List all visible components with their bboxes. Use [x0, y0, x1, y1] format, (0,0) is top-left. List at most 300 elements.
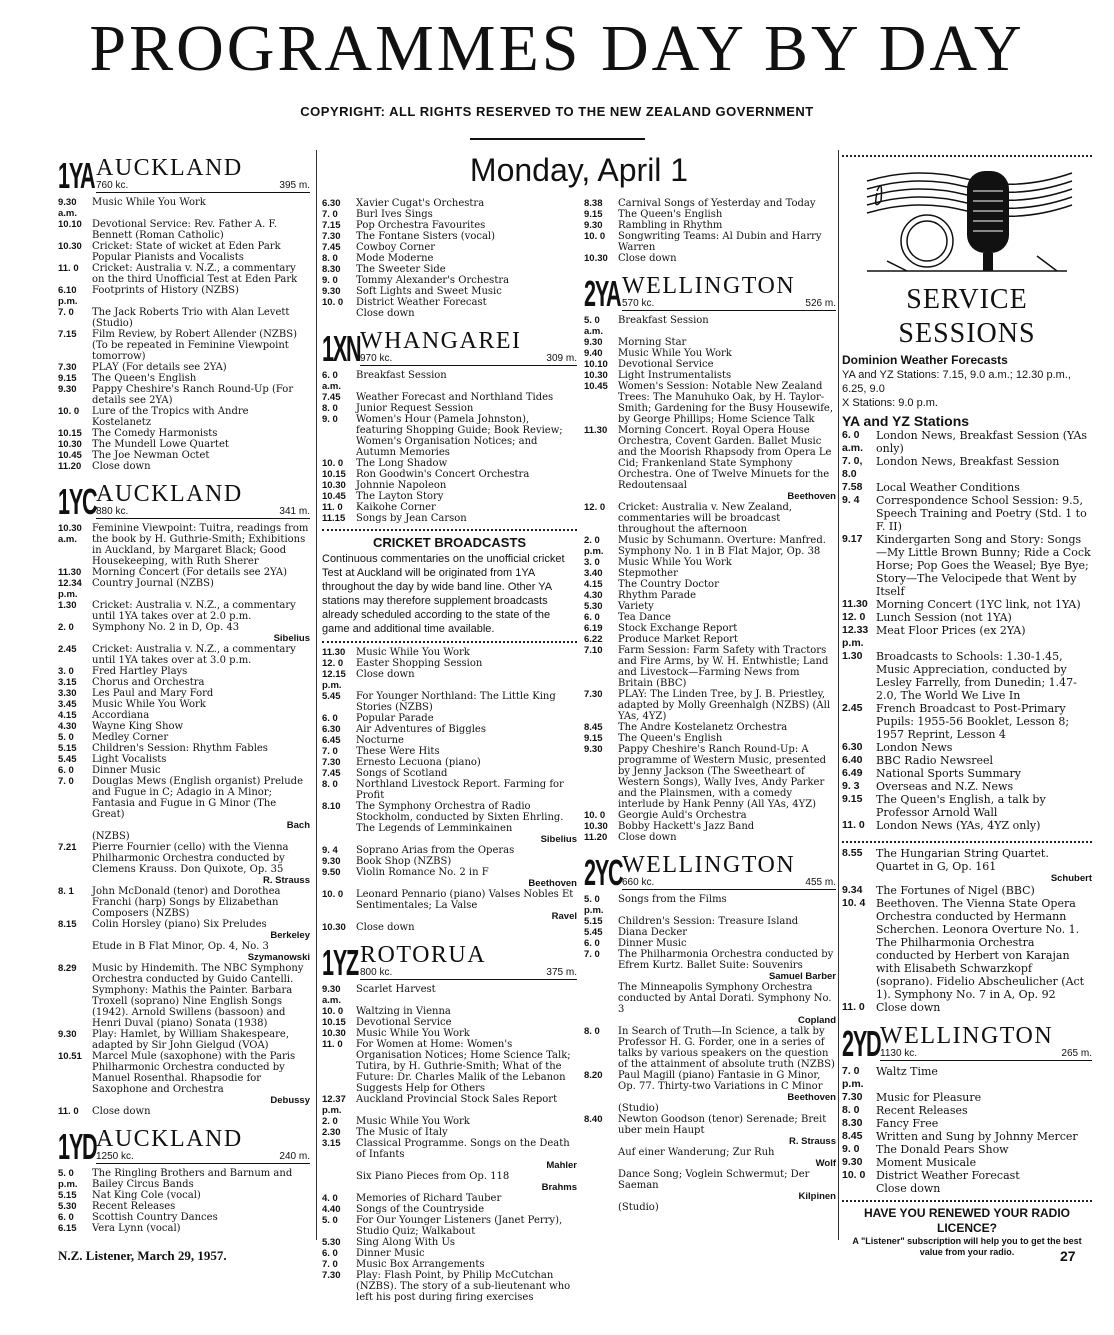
program-time: 5.15 [584, 916, 603, 927]
program-entry [584, 209, 836, 220]
program-title: The Queen's English [618, 733, 723, 744]
program-entry [58, 765, 310, 776]
program-title: PLAY: The Linden Tree, by J. B. Priestley, adapted by Molly Greenhalgh (NZBS) (All YAs, 4YZ) [618, 689, 831, 722]
program-title: Tea Dance [618, 612, 671, 623]
program-time: 9.34 [842, 884, 863, 896]
program-time: 11.30 [584, 425, 608, 436]
program-entry [584, 253, 836, 264]
program-entry [584, 557, 836, 568]
program-entry [322, 801, 577, 834]
program-entry [584, 579, 836, 590]
program-title: (NZBS) [92, 831, 130, 842]
program-title: The Donald Pears Show [876, 1143, 1009, 1156]
program-title: Music While You Work [356, 1116, 470, 1127]
program-title: Air Adventures of Biggles [356, 724, 486, 735]
program-time: 10.30 [322, 480, 346, 491]
program-entry [842, 1156, 1092, 1169]
program-title: Douglas Mews (English organist) Prelude and Fugue in C; Adagio in A Minor; Fantasia and Fugue in G Minor (The Great) [92, 776, 303, 820]
program-title: Classical Programme. Songs on the Death of Infants [356, 1138, 570, 1160]
program-time: 9.30 [58, 384, 77, 395]
program-entry [584, 1070, 836, 1092]
program-time: 2.30 [322, 1127, 341, 1138]
frequency: 800 kc. [360, 967, 393, 978]
program-title: For Our Younger Listeners (Janet Perry), Studio Quiz; Walkabout [356, 1215, 563, 1237]
program-title: Songs of the Countryside [356, 1204, 485, 1215]
program-entry [58, 362, 310, 373]
program-title: The Country Doctor [618, 579, 719, 590]
program-time: 8.55 [842, 847, 863, 859]
program-title: These Were Hits [356, 746, 440, 757]
program-title: Cricket: Australia v. N.Z., a commentary until 1YA takes over at 2.0 p.m. [92, 600, 296, 622]
program-title: Fancy Free [876, 1117, 939, 1130]
program-entry [584, 733, 836, 744]
composer: Sibelius [273, 633, 310, 644]
program-title: Etude in B Flat Minor, Op. 4, No. 3 [92, 941, 269, 952]
program-time [584, 982, 618, 1015]
program-title: Close down [618, 253, 677, 264]
program-entry [584, 1147, 836, 1158]
program-title: Stepmother [618, 568, 678, 579]
program-time: 7. 0 p.m. [842, 1065, 864, 1090]
program-time: 8.10 [322, 801, 341, 812]
station-header-2yd [842, 1023, 1092, 1064]
program-entry [322, 1259, 577, 1270]
program-entry [842, 884, 1092, 897]
program-time: 9.30 a.m. [58, 197, 78, 219]
program-title: Dance Song; Voglein Schwermut; Der Saeman [618, 1169, 810, 1191]
program-entry [322, 1215, 577, 1237]
program-entry [842, 455, 1092, 481]
program-entry [322, 275, 577, 286]
program-time: 10.10 [58, 219, 82, 230]
program-time: 7. 0 [322, 209, 338, 220]
program-time: 2.45 [58, 644, 77, 655]
program-entry [584, 810, 836, 821]
program-entry [322, 889, 577, 911]
section-heading: YA and YZ Stations [842, 413, 970, 429]
program-entry [58, 307, 310, 329]
program-time: 7.30 [322, 231, 341, 242]
program-title: Morning Concert. Royal Opera House Orchestra, Covent Garden. Ballet Music and the Moorish Rhapsody from Opera Le Cid; Frankenland State Symphony Orchestra. One of Twelve Minuets for the Redoutensaal [618, 425, 832, 491]
program-time: 6.22 [584, 634, 603, 645]
program-title: Cricket: Australia v. N.Z., a commentary on the third Unofficial Test at Eden Park [92, 263, 298, 285]
program-title: Breakfast Session [618, 315, 709, 326]
program-title: Music While You Work [92, 197, 206, 208]
schedule-1ya [58, 197, 310, 472]
composer: Sibelius [540, 834, 577, 845]
program-entry [322, 198, 577, 209]
program-entry [322, 658, 577, 669]
program-title: Morning Concert (1YC link, not 1YA) [876, 598, 1081, 611]
masthead: PROGRAMMES DAY BY DAY [89, 12, 1025, 85]
divider [842, 1197, 1092, 1202]
program-title: National Sports Summary [876, 767, 1021, 780]
station-header-1xn [322, 328, 577, 369]
program-title: The Symphony Orchestra of Radio Stockholm, conducted by Sixten Ehrling. The Legends of Lemminkainen [356, 801, 564, 834]
program-time: 10.10 [584, 359, 608, 370]
program-title: Overseas and N.Z. News [876, 780, 1014, 793]
program-title: Music by Hindemith. The NBC Symphony Orchestra conducted by Guido Cantelli. Symphony: Mathis the Painter. Barbara Troxell (soprano) Nine English Songs (1942). Arnold Swillens (bassoon) and Henri Duval (piano) Sonata (1938) [92, 963, 304, 1029]
program-time: 12. 0 [322, 658, 344, 669]
program-entry [584, 601, 836, 612]
program-time: 7. 0, 8.0 [842, 455, 863, 480]
program-time: 8.30 [842, 1117, 863, 1129]
program-title: Johnnie Napoleon [356, 480, 447, 491]
program-time: 10. 0 [322, 297, 344, 308]
program-entry [584, 612, 836, 623]
program-entry [584, 645, 836, 689]
program-title: Songwriting Teams: Al Dubin and Harry Warren [618, 231, 822, 253]
program-entry [584, 231, 836, 253]
program-entry [842, 624, 1092, 650]
program-time: 8.15 [58, 919, 77, 930]
program-entry [322, 297, 577, 308]
program-time: 10. 0 [842, 1169, 866, 1181]
program-time: 5.30 [584, 601, 603, 612]
program-title: Footprints of History (NZBS) [92, 285, 239, 296]
divider [322, 526, 577, 531]
program-time: 4.30 [58, 721, 77, 732]
program-entry [842, 741, 1092, 754]
wavelength: 265 m. [1061, 1048, 1092, 1059]
program-entry [58, 439, 310, 450]
program-title: Women's Hour (Pamela Johnston), featuring Shopping Guide; Book Review; Women's Organisation Notices; and Autumn Memories [356, 414, 563, 458]
program-title: London News [876, 741, 953, 754]
program-time: 6. 0 [584, 938, 600, 949]
program-title: The Andre Kostelanetz Orchestra [618, 722, 788, 733]
column-2a [322, 198, 577, 1303]
program-entry [842, 650, 1092, 702]
program-time: 7.30 [322, 1270, 341, 1281]
program-title: Dinner Music [618, 938, 687, 949]
program-time: 10.30 [584, 821, 608, 832]
program-entry [322, 922, 577, 933]
composer: R. Strauss [789, 1136, 836, 1147]
program-time: 6. 0 [322, 713, 338, 724]
program-title: Georgie Auld's Orchestra [618, 810, 747, 821]
program-time: 2. 0 [58, 622, 74, 633]
program-entry [322, 1039, 577, 1094]
program-entry [842, 819, 1092, 832]
program-entry [58, 1190, 310, 1201]
footer-publication: N.Z. Listener, March 29, 1957. [58, 1248, 227, 1263]
program-time: 11.20 [58, 461, 82, 472]
program-entry [322, 779, 577, 801]
program-time: 4.15 [584, 579, 603, 590]
program-entry [322, 1171, 577, 1182]
program-time: 3.45 [58, 699, 77, 710]
program-title: The Queen's English [618, 209, 723, 220]
program-title: French Broadcast to Post-Primary Pupils: 1955-56 Booklet, Lesson 8; 1957 Reprint, Lesson 4 [876, 702, 1070, 741]
divider [842, 152, 1092, 157]
program-time: 12. 0 [842, 611, 866, 623]
column-3 [842, 150, 1092, 1258]
program-time: 10.30 [584, 253, 608, 264]
program-time: 11. 0 [58, 263, 79, 274]
station-name: WELLINGTON [880, 1023, 1054, 1049]
program-title: Tommy Alexander's Orchestra [356, 275, 510, 286]
program-title: Written and Sung by Johnny Mercer [876, 1130, 1078, 1143]
copyright-line: COPYRIGHT: ALL RIGHTS RESERVED TO THE NEW ZEALAND GOVERNMENT [300, 104, 814, 119]
program-time: 9.30 [58, 1029, 77, 1040]
program-entry [58, 373, 310, 384]
program-entry [584, 623, 836, 634]
program-time: 6. 0 a.m. [842, 429, 864, 454]
program-title: The Fortunes of Nigel (BBC) [876, 884, 1035, 897]
station-name: WELLINGTON [622, 273, 796, 299]
program-title: Colin Horsley (piano) Six Preludes [92, 919, 267, 930]
program-title: The Ringling Brothers and Barnum and Bailey Circus Bands [92, 1168, 293, 1190]
program-title: Light Instrumentalists [618, 370, 732, 381]
program-entry [322, 1116, 577, 1127]
station-name: AUCKLAND [96, 481, 243, 507]
program-time: 11.20 [584, 832, 608, 843]
program-time: 10.30 [322, 1028, 346, 1039]
program-time: 8.38 [584, 198, 603, 209]
program-title: Cricket: Australia v. New Zealand, commentaries will be broadcast throughout the afternoon [618, 502, 793, 535]
program-time: 9. 0 [322, 414, 338, 425]
program-entry [322, 691, 577, 713]
program-time: 8.45 [584, 722, 603, 733]
program-time: 8. 0 [322, 403, 338, 414]
program-title: Music Box Arrangements [356, 1259, 485, 1270]
program-title: Carnival Songs of Yesterday and Today [618, 198, 816, 209]
program-entry [58, 219, 310, 241]
program-entry [584, 359, 836, 370]
program-time: 9.50 [322, 867, 341, 878]
program-time: 10. 0 [58, 406, 80, 417]
wavelength: 526 m. [805, 298, 836, 309]
program-entry [584, 916, 836, 927]
program-title: Kindergarten Song and Story: Songs—My Little Brown Bunny; Ride a Cock Horse; Pop Goes the Weasel; Bye Bye; Story—The Velocipede that Went by Itself [876, 533, 1091, 598]
frequency: 970 kc. [360, 353, 393, 364]
program-title: (Studio) [618, 1103, 659, 1114]
program-entry [322, 845, 577, 856]
program-title: Beethoven. The Vienna State Opera Orchestra conducted by Hermann Scherchen. Leonora Overture No. 1. The Philharmonia Orchestra conducted by Herbert von Karajan with Elisabeth Schwarzkopf (soprano). Fidelio Abscheulicher (Act 1). Symphony No. 7 in A, Op. 92 [876, 897, 1085, 1001]
program-title: The Sweeter Side [356, 264, 446, 275]
program-title: Dinner Music [92, 765, 161, 776]
program-time: 5. 0 p.m. [584, 894, 604, 916]
column-1 [58, 150, 310, 1234]
program-entry [584, 634, 836, 645]
program-time: 10.30 [58, 241, 82, 252]
day-heading: Monday, April 1 [469, 152, 689, 188]
program-title: Medley Corner [92, 732, 169, 743]
program-time: 6.49 [842, 767, 863, 779]
program-entry [322, 242, 577, 253]
program-title: Kaikohe Corner [356, 502, 436, 513]
program-entry [58, 406, 310, 428]
program-entry [58, 241, 310, 252]
program-title: Violin Romance No. 2 in F [356, 867, 489, 878]
composer: Debussy [270, 1095, 310, 1106]
wavelength: 375 m. [546, 967, 577, 978]
program-time: 9. 0 [842, 1143, 860, 1155]
program-entry [842, 429, 1092, 455]
station-name: WELLINGTON [622, 852, 796, 878]
program-entry [322, 1017, 577, 1028]
program-time: 5. 0 a.m. [584, 315, 604, 337]
program-title: Nat King Cole (vocal) [92, 1190, 201, 1201]
program-title: Six Piano Pieces from Op. 118 [356, 1171, 510, 1182]
program-entry [842, 847, 1092, 873]
program-time: 7.45 [322, 392, 341, 403]
program-entry [58, 1106, 310, 1117]
program-time: 8. 0 [842, 1104, 860, 1116]
program-time: 10.15 [58, 428, 82, 439]
program-title: Chorus and Orchestra [92, 677, 205, 688]
program-entry [584, 894, 836, 916]
program-time: 11. 0 [322, 1039, 343, 1050]
program-title: John McDonald (tenor) and Dorothea Franchi (harp) Songs by Elizabethan Composers (NZBS) [92, 886, 281, 919]
program-entry [58, 600, 310, 622]
program-title: The Fontane Sisters (vocal) [356, 231, 496, 242]
program-title: Waltzing in Vienna [356, 1006, 451, 1017]
program-entry [322, 264, 577, 275]
program-entry [58, 1029, 310, 1051]
program-entry [842, 481, 1092, 494]
frequency: 570 kc. [622, 298, 655, 309]
program-title: Country Journal (NZBS) [92, 578, 214, 589]
program-entry [842, 793, 1092, 819]
composer: Wolf [815, 1158, 836, 1169]
program-title: Cricket: State of wicket at Eden Park [92, 241, 281, 252]
program-title: The Queen's English [92, 373, 197, 384]
wavelength: 309 m. [546, 353, 577, 364]
frequency: 660 kc. [622, 877, 655, 888]
program-entry [58, 428, 310, 439]
service-schedule [842, 429, 1092, 832]
program-time: 10.45 [584, 381, 608, 392]
program-title: Feminine Viewpoint: Tuitra, readings from the book by H. Guthrie-Smith; Exhibitions in Auckland, by Margaret Black; Good Housekeeping, with Ruth Sherer [92, 523, 309, 567]
schedule-1xn-cont [322, 647, 577, 933]
program-title: Songs from the Films [618, 894, 727, 905]
program-time: 7. 0 [584, 949, 600, 960]
program-time: 10.45 [322, 491, 346, 502]
program-entry [584, 425, 836, 491]
program-entry [322, 392, 577, 403]
program-entry [322, 713, 577, 724]
program-title: Close down [92, 461, 151, 472]
program-entry [58, 1051, 310, 1095]
program-title: Produce Market Report [618, 634, 738, 645]
callsign: 2YD [842, 1023, 881, 1064]
program-title: Fred Hartley Plays [92, 666, 188, 677]
program-title: Mode Moderne [356, 253, 434, 264]
program-time: 5.30 [58, 1201, 77, 1212]
program-title: The Layton Story [356, 491, 444, 502]
wavelength: 240 m. [279, 1151, 310, 1162]
program-title: Morning Star [618, 337, 687, 348]
program-time: 9.30 [842, 1156, 863, 1168]
program-title: Cowboy Corner [356, 242, 436, 253]
program-time [58, 831, 92, 842]
program-time: 6.45 [322, 735, 341, 746]
program-time [322, 308, 356, 319]
program-time: 2. 0 p.m. [584, 535, 604, 557]
divider [322, 638, 577, 643]
program-time: 3.30 [58, 688, 77, 699]
program-title: Recent Releases [876, 1104, 968, 1117]
renew-heading: HAVE YOU RENEWED YOUR RADIO LICENCE? [863, 1206, 1071, 1235]
program-entry [322, 768, 577, 779]
program-time: 6. 0 [58, 765, 74, 776]
program-entry [58, 461, 310, 472]
program-title: Marcel Mule (saxophone) with the Paris Philharmonic Orchestra conducted by Manuel Rosenthal. Rhapsodie for Saxophone and Orchestra [92, 1051, 296, 1095]
program-time: 10. 0 [322, 458, 344, 469]
program-time: 9.40 [584, 348, 603, 359]
program-time: 5.45 [322, 691, 341, 702]
program-time: 8.20 [584, 1070, 603, 1081]
frequency: 880 kc. [96, 506, 129, 517]
program-entry [322, 253, 577, 264]
program-time: 6.30 [842, 741, 863, 753]
program-title: Soprano Arias from the Operas [356, 845, 515, 856]
program-entry [322, 1237, 577, 1248]
program-time: 8.45 [842, 1130, 863, 1142]
program-time: 5. 0 [322, 1215, 338, 1226]
program-time [584, 1169, 618, 1191]
program-time: 6. 0 a.m. [322, 370, 342, 392]
program-time: 11.30 [322, 647, 346, 658]
program-entry [842, 1143, 1092, 1156]
program-entry [58, 578, 310, 600]
program-entry [584, 1103, 836, 1114]
program-entry [584, 689, 836, 722]
program-time: 9.30 [322, 286, 341, 297]
program-entry [584, 1169, 836, 1191]
program-title: Nocturne [356, 735, 404, 746]
program-entry [584, 832, 836, 843]
program-time: 9. 3 [842, 780, 860, 792]
cricket-text: Continuous commentaries on the unofficial cricket Test at Auckland will be originated from 1YA throughout the day by wide band line. Other YA stations may therefore supplement broadcasts already scheduled according to the state of the game and additional time available. [322, 553, 565, 635]
composer: Mahler [546, 1160, 577, 1171]
program-title: BBC Radio Newsreel [876, 754, 994, 767]
program-entry [584, 938, 836, 949]
program-time: 7.30 [322, 757, 341, 768]
program-title: Auf einer Wanderung; Zur Ruh [618, 1147, 775, 1158]
program-title: Accordiana [92, 710, 150, 721]
composer: Samuel Barber [768, 971, 836, 982]
program-title: Play: Hamlet, by William Shakespeare, adapted by Sir John Gielgud (VOA) [92, 1029, 290, 1051]
program-title: Auckland Provincial Stock Sales Report [356, 1094, 558, 1105]
program-title: Pop Orchestra Favourites [356, 220, 486, 231]
program-entry [322, 491, 577, 502]
composer: Bach [286, 820, 310, 831]
program-title: Northland Livestock Report. Farming for Profit [356, 779, 564, 801]
program-title: Light Vocalists [92, 754, 167, 765]
program-title: District Weather Forecast [876, 1169, 1020, 1182]
program-time: 8. 1 [58, 886, 74, 897]
callsign: 1YA [58, 155, 95, 196]
section-heading: Dominion Weather Forecasts [842, 353, 1008, 367]
composer: Szymanowski [247, 952, 310, 963]
program-title: Wayne King Show [92, 721, 184, 732]
program-time: 10. 0 [584, 810, 606, 821]
program-entry [322, 469, 577, 480]
composer: Ravel [551, 911, 577, 922]
composer: Kilpinen [798, 1191, 836, 1202]
program-title: Ron Goodwin's Concert Orchestra [356, 469, 530, 480]
program-entry [584, 1026, 836, 1070]
program-title: For Women at Home: Women's Organisation Notices; Home Science Talk; Tutira, by H. Guthrie-Smith; What of the Future: Dr. Charles Malik of the Lebanon Suggests Help for Others [356, 1039, 571, 1094]
top-rule [470, 138, 645, 140]
program-entry [58, 842, 310, 875]
program-entry [322, 414, 577, 458]
program-title: In Search of Truth—In Science, a talk by Professor H. G. Forder, one in a series of talks by various speakers on the question of the attainment of absolute truth (NZBS) [618, 1026, 835, 1070]
program-entry [584, 502, 836, 535]
renew-text: A "Listener" subscription will help you to get the best value from your radio. [852, 1236, 1082, 1257]
